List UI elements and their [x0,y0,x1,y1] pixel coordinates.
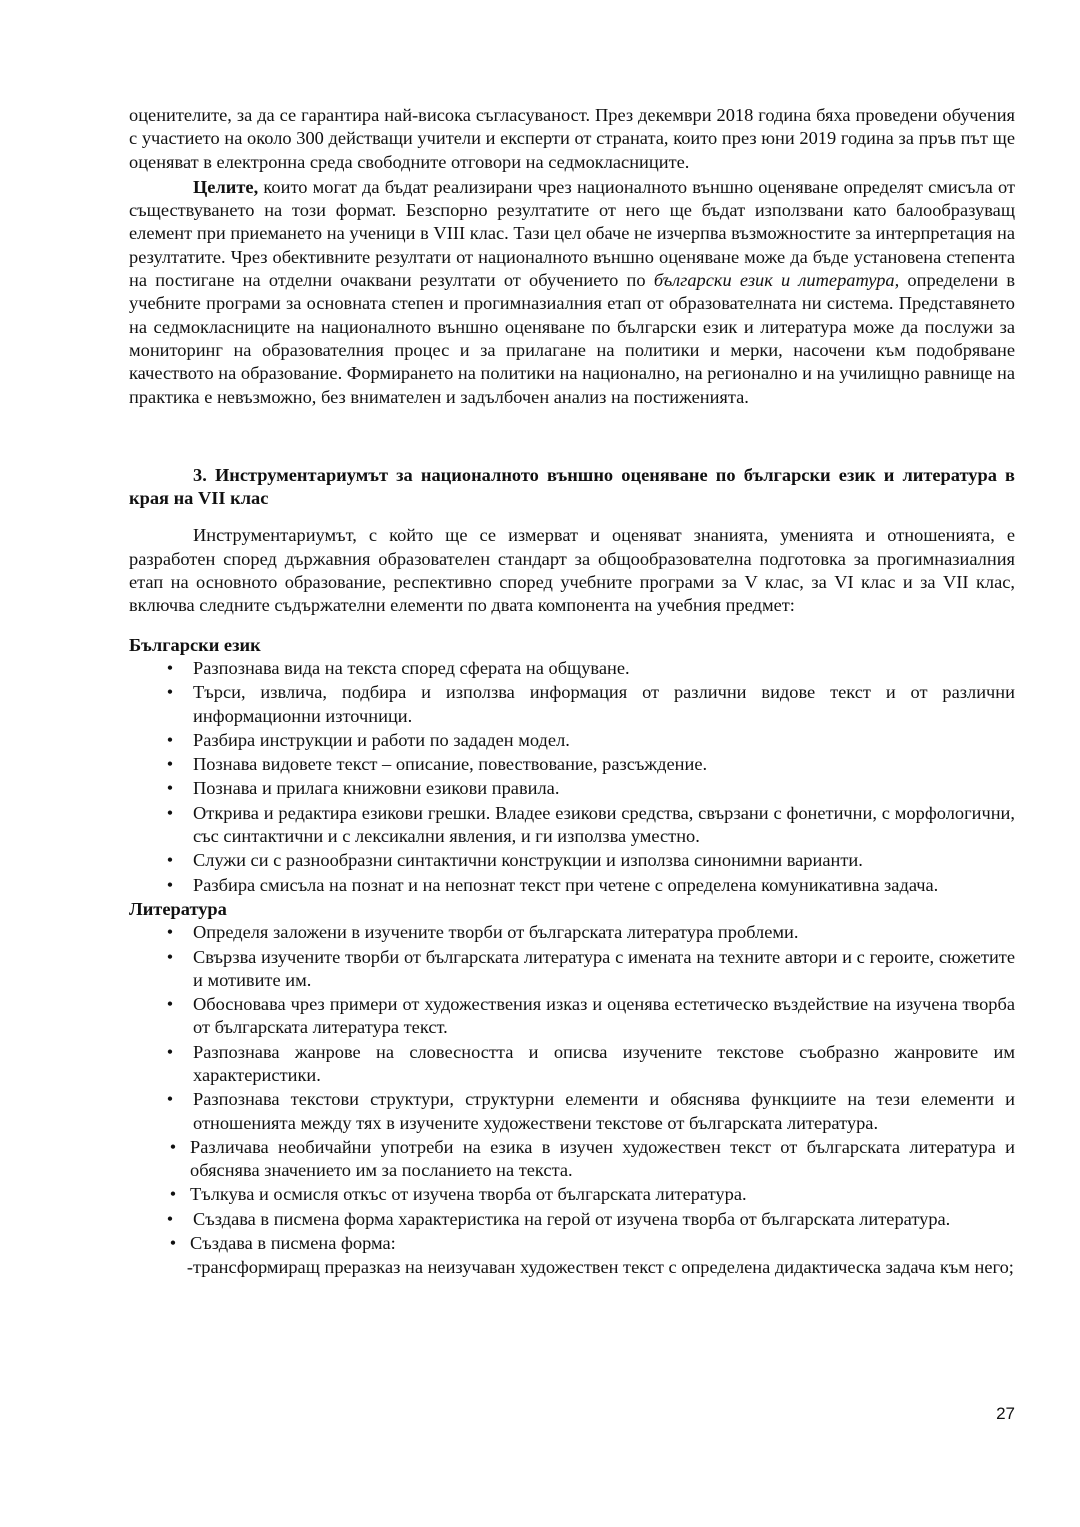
list-item: • Разбира инструкции и работи по зададен модел. [129,729,1015,752]
goals-text-2: определени в учебните програми за основната степен и прогимназиалния етап от образователната ни система. Представянето на седмокласниците на националното външно оценяване по български език и литература може да послужи за мониторинг на образователния процес и за прилагане на политики и мерки, насочени към подобряване качеството на образование. Формирането на политики на национално, на регионално и на училищно равнище на практика е невъзможно, без внимателен и задълбочен анализ на постиженията. [129,270,1016,407]
list-item: • Разпознава вида на текста според сферата на общуване. [129,657,1015,680]
paragraph-assessors: оценителите, за да се гарантира най-висока съгласуваност. През декември 2018 година бяха проведени обучения с участието на около 300 действащи учители и експерти от страната, които през юни 2019 година за пръв път ще оценяват в електронна среда свободните отговори на седмокласниците. [129,105,1015,172]
paragraph-goals [129,176,1015,409]
bullet-icon: • [166,922,174,943]
bullet-icon: • [166,874,174,895]
bullet-icon: • [166,994,174,1015]
list-item: • Разпознава жанрове на словесността и описва изучените текстове съобразно жанровите им характеристики. [129,1041,1015,1088]
paragraph-instruments: Инструментариумът, с който ще се измерват и оценяват знанията, уменията и отношенията, е разработен според държавния образователен стандарт за общообразователна подготовка за прогимназиалния етап на основното образование, респективно според учебните програми за V клас, за VI клас и за VII клас, включва следните съдържателни елементи по двата компонента на учебния предмет: [129,525,1015,616]
list-item: • Създава в писмена форма: [129,1232,1015,1255]
bullet-icon: • [166,946,174,967]
dash-icon: - [186,1257,193,1278]
bullet-icon: • [169,1136,177,1157]
goals-italic-subject: български език и литература, [653,270,900,291]
list-item: • Познава видовете текст – описание, повествование, разсъждение. [129,753,1015,776]
goals-text-1: които могат да бъдат реализирани чрез националното външно оценяване определят смисъла от съществуването на този формат. Безспорно резултатите от него ще бъдат използвани като балообразуващ елемент при приемането на ученици в VIII клас. Тази цел обаче не изчерпва възможностите за интерпретация на резултатите. Чрез обективните резултати от националното външно оценяване може да бъде установена степента на постигане на отделни очаквани резултати от обучението по [129,176,1015,291]
goals-lead: Целите, [193,176,259,197]
bullet-icon: • [169,1184,177,1205]
bullet-icon: • [166,1208,174,1229]
list-item: • Обосновава чрез примери от художествения изказ и оценява естетическо въздействие на изучена творба от българската литература текст. [129,993,1015,1040]
list-item: • Различава необичайни употреби на езика в изучен художествен текст от българската литература и обяснява значението им за посланието на текста. [129,1136,1015,1183]
subsection-title-bulgarian: Български език [129,634,261,655]
list-item: • Търси, извлича, подбира и използва информация от различни видове текст и от различни информационни източници. [129,681,1015,728]
list-item: • Определя заложени в изучените творби от българската литература проблеми. [129,921,1015,944]
bullet-icon: • [166,682,174,703]
bullet-icon: • [166,754,174,775]
list-item: • Открива и редактира езикови грешки. Владее езикови средства, свързани с фонетични, с морфологични, със синтактични и с лексикални явления, и ги използва уместно. [129,802,1015,849]
list-item: • Познава и прилага книжовни езикови правила. [129,777,1015,800]
bulgarian-list [129,657,1015,897]
document-page [129,104,1015,1280]
list-item: • Свързва изучените творби от българската литература с имената на техните автори и с героите, сюжетите и мотивите им. [129,946,1015,993]
list-subitem: - трансформиращ преразказ на неизучаван художествен текст с определена дидактическа задача към него; [129,1256,1015,1279]
list-item: • Разпознава текстови структури, структурни елементи и обяснява функциите на тези елементи и отношенията между тях в изучените художествени текстове от българската литература. [129,1088,1015,1135]
bullet-icon: • [166,802,174,823]
bullet-icon: • [166,1089,174,1110]
list-item: • Служи си с разнообразни синтактични конструкции и използва синонимни варианти. [129,849,1015,872]
literature-list [129,921,1015,1279]
list-item: • Тълкува и осмисля откъс от изучена творба от българската литература. [129,1183,1015,1206]
bullet-icon: • [169,1233,177,1254]
list-item: • Създава в писмена форма характеристика на герой от изучена творба от българската литература. [129,1208,1015,1231]
bullet-icon: • [166,778,174,799]
page-number: 27 [996,1404,1015,1423]
bullet-icon: • [166,850,174,871]
bullet-icon: • [166,1041,174,1062]
bullet-icon: • [166,657,174,678]
subsection-title-literature: Литература [129,898,227,919]
section-heading: 3. Инструментариумът за националното външно оценяване по български език и литература в края на VII клас [129,464,1015,509]
bullet-icon: • [166,729,174,750]
list-item: • Разбира смисъла на познат и на непознат текст при четене с определена комуникативна задача. [129,874,1015,897]
